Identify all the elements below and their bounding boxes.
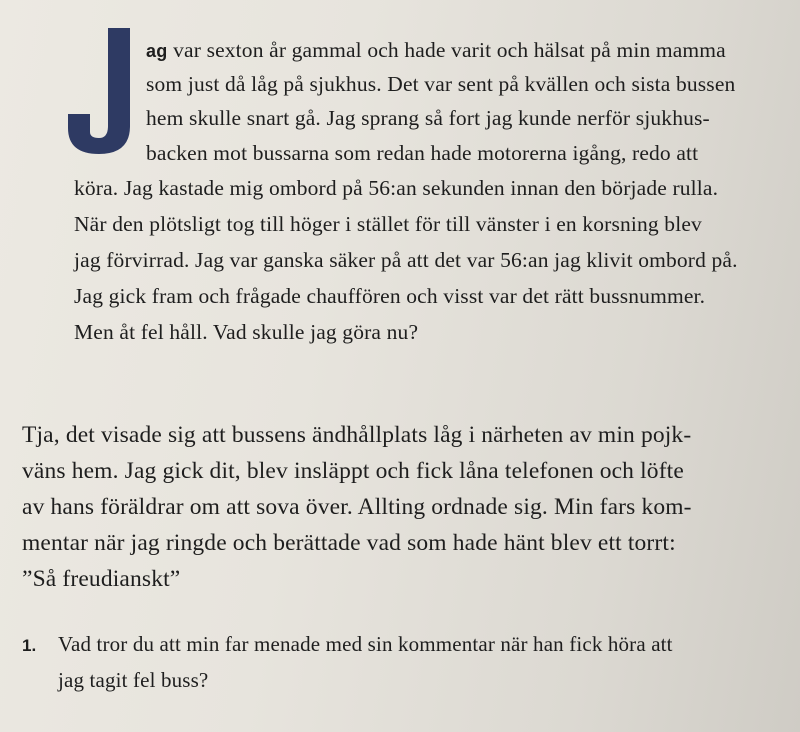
story-line-2: som just då låg på sjukhus. Det var sent på kvällen och sista bussen — [146, 72, 736, 96]
continuation-line-5: ”Så freudianskt” — [22, 566, 181, 592]
story-line-4: backen mot bussarna som redan hade motorerna igång, redo att — [146, 141, 699, 165]
continuation-line-3: av hans föräldrar om att sova över. Allting ordnade sig. Min fars kom- — [22, 494, 692, 520]
drop-cap-letter — [68, 28, 130, 154]
story-lead-word: ag — [146, 41, 168, 61]
story-line-6: När den plötsligt tog till höger i stället för till vänster i en korsning blev — [74, 212, 702, 236]
story-line-7: jag förvirrad. Jag var ganska säker på att det var 56:an jag klivit ombord på. — [74, 248, 738, 272]
question-line-2: jag tagit fel buss? — [58, 668, 209, 692]
continuation-line-4: mentar när jag ringde och berättade vad som hade hänt blev ett torrt: — [22, 530, 676, 556]
story-line-3: hem skulle snart gå. Jag sprang så fort jag kunde nerför sjukhus- — [146, 106, 710, 130]
story-line-8: Jag gick fram och frågade chauffören och visst var det rätt bussnummer. — [74, 284, 706, 308]
story-line-1-text: var sexton år gammal och hade varit och hälsat på min mamma — [173, 38, 726, 62]
question-line-1: Vad tror du att min far menade med sin kommentar när han fick höra att — [58, 632, 673, 656]
continuation-line-1: Tja, det visade sig att bussens ändhållplats låg i närheten av min pojk- — [22, 422, 692, 448]
story-line-1 — [146, 38, 726, 63]
question-number: 1. — [22, 636, 37, 655]
continuation-line-2: väns hem. Jag gick dit, blev insläppt och fick låna telefonen och löfte — [22, 458, 684, 484]
story-line-9: Men åt fel håll. Vad skulle jag göra nu? — [74, 320, 419, 344]
story-line-5: köra. Jag kastade mig ombord på 56:an sekunden innan den började rulla. — [74, 176, 719, 200]
